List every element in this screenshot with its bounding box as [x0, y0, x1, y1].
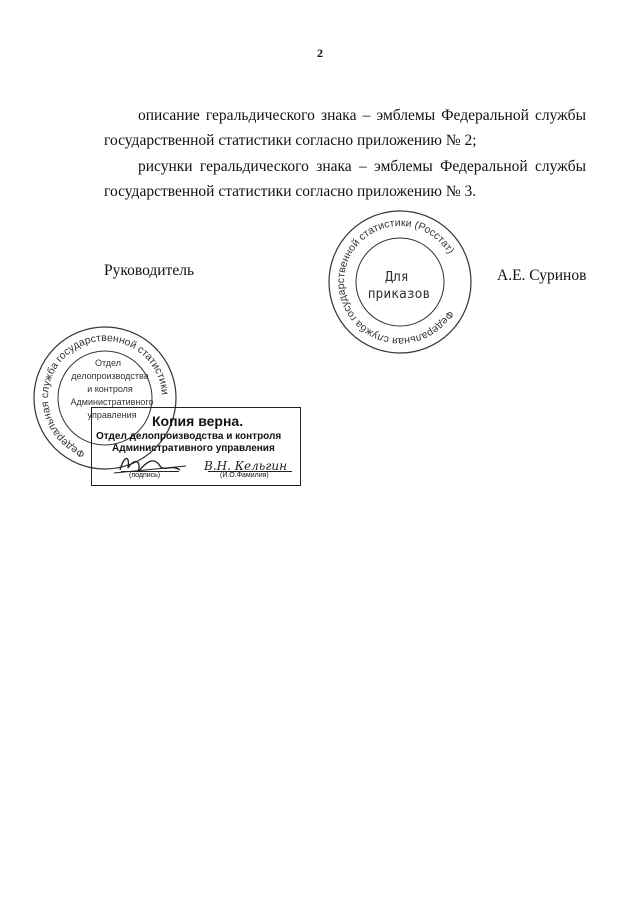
paragraph-line: описание геральдического знака – эмблемы Федеральной службы [138, 107, 586, 124]
signatory-name: А.Е. Суринов [497, 267, 587, 284]
paragraph-line: государственной статистики согласно приложению № 3. [104, 183, 477, 200]
signature-caption: (подпись) [129, 472, 161, 479]
stamp-department-line: Отдел делопроизводства и контроля [96, 431, 282, 442]
paragraph-emblem-description [104, 103, 586, 153]
seal-center-text: Административного [70, 397, 154, 407]
page-number: 2 [317, 46, 323, 60]
seal-center-text: и контроля [87, 384, 133, 394]
seal-ring-text: Федеральная служба государственной статистики (Росстат) [334, 216, 457, 348]
paragraph-emblem-drawings [104, 154, 586, 204]
stamp-title: Копия верна. [152, 413, 244, 429]
seal-center-text: Для [385, 270, 409, 285]
name-caption: (И.О.Фамилия) [220, 472, 269, 479]
paragraph-line: государственной статистики согласно приложению № 2; [104, 132, 477, 149]
paragraph-line: рисунки геральдического знака – эмблемы Федеральной службы [138, 158, 586, 175]
seal-center-text: Отдел [94, 358, 122, 368]
seal-ring-text: Федеральная служба государственной статистики [38, 331, 171, 460]
copy-certified-stamp [91, 407, 301, 486]
signatory-position: Руководитель [104, 262, 195, 279]
seal-for-orders [325, 207, 475, 357]
seal-center-text: управления [87, 410, 137, 420]
handwritten-signature [102, 446, 302, 480]
stamp-department-line: Административного управления [112, 443, 275, 454]
seal-center-text: делопроизводства [71, 371, 149, 381]
seal-center-text: приказов [367, 287, 431, 302]
handwritten-name: В.Н. Кельгин [204, 459, 287, 473]
